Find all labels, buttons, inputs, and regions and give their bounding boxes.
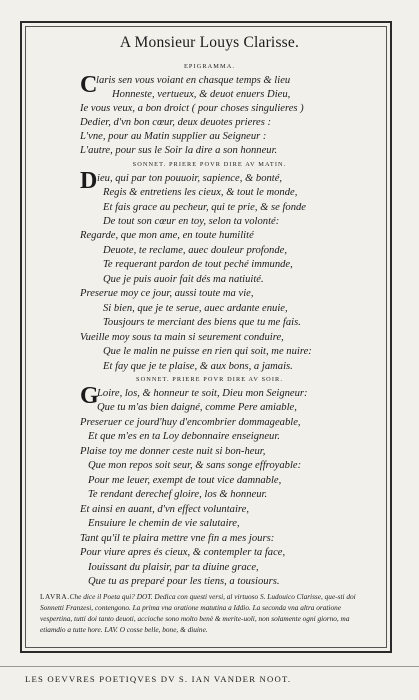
morning-line: Si bien, que je te serue, auec ardante enuie, [103, 303, 288, 314]
footer-rule [0, 666, 419, 667]
epigram-dropcap: C [80, 72, 98, 98]
evening-line: Et que m'es en ta Loy debonnaire enseigneur. [88, 431, 280, 442]
evening-line: Tant qu'il te plaira mettre vne fin a mes jours: [80, 533, 275, 544]
morning-line: Et fais grace au pecheur, qui te prie, & se fonde [103, 202, 307, 213]
evening-line: Que tu m'as bien daigné, comme Pere amiable, [97, 402, 297, 413]
morning-line: Et fay que je te plaise, & aux bons, a jamais. [103, 361, 293, 372]
epigram-line: Honneste, vertueux, & deuot enuers Dieu, [112, 89, 291, 100]
evening-sonnet-heading: SONNET. PRIERE POVR DIRE AV SOIR. [135, 376, 284, 383]
morning-line: Te requerant pardon de tout peché immunde, [103, 259, 293, 270]
evening-line: Pour me leuer, exempt de tout vice damnable, [88, 475, 282, 486]
evening-line: Loire, los, & honneur te soit, Dieu mon Seigneur: [97, 388, 308, 399]
running-footer: LES OEVVRES POETIQVES DV S. IAN VANDER NOOT. [25, 674, 292, 684]
morning-line: De tout son cœur en toy, selon ta volonté: [103, 216, 280, 227]
epigram-line: L'vne, pour au Matin supplier au Seigneur : [80, 131, 267, 142]
epigram-line: L'autre, pour sus le Soir la dire a son honneur. [80, 145, 278, 156]
morning-line: Preserue moy ce jour, aussi toute ma vie, [80, 288, 254, 299]
epigram-line: Dedier, d'vn bon cœur, deux deuotes prieres : [80, 117, 272, 128]
morning-line: Regis & entretiens les cieux, & tout le monde, [103, 187, 298, 198]
evening-line: Pour viure apres és cieux, & contempler ta face, [80, 547, 286, 558]
evening-line: Plaise toy me donner ceste nuit si bon-heur, [80, 446, 266, 457]
evening-line: Et ainsi en auant, d'vn effect voluntaire, [80, 504, 249, 515]
morning-line: Deuote, te reclame, auec douleur profonde, [103, 245, 287, 256]
morning-dropcap: D [80, 168, 98, 194]
morning-line: Regarde, que mon ame, en toute humilité [80, 230, 254, 241]
evening-line: Iouissant du plaisir, par ta diuine grace, [88, 562, 259, 573]
note-speaker: LAVRA. [40, 592, 70, 601]
evening-dropcap: G [80, 383, 99, 409]
morning-line: Que je puis auoir fait dés ma natiuité. [103, 274, 264, 285]
note-text: Che dice il Poeta qui? DOT. Dedica con questi versi, al virtuoso S. Ludouico Clarisse, que-sti doi Sonnetti Franzesi, contengono. La prima vna oratione matutina a Iddio. La seconda vna altra oratione vespertina, tutti doi tanto deuoti, accioche sono molto benè & merite-uoli, non solamente ogni giorno, ma etiamdio a tutte hore. LAV. O cosse belle, bone, & diuine. [40, 592, 356, 634]
evening-line: Que mon repos soit seur, & sans songe effroyable: [88, 460, 302, 471]
page-title: A Monsieur Louys Clarisse. [119, 34, 300, 51]
morning-line: Tousjours te merciant des biens que tu me fais. [103, 317, 301, 328]
morning-line: ieu, qui par ton pouuoir, sapience, & bonté, [97, 173, 283, 184]
evening-line: Que tu as preparé pour les tiens, a tousiours. [88, 576, 280, 587]
evening-line: Preseruer ce jourd'huy d'encombrier dommageable, [80, 417, 301, 428]
morning-sonnet-heading: SONNET. PRIERE POVR DIRE AV MATIN. [132, 161, 287, 168]
morning-line: Que le malin ne puisse en rien qui soit, me nuire: [103, 346, 312, 357]
dialogue-note [40, 591, 375, 635]
epigram-heading: EPIGRAMMA. [183, 63, 236, 70]
evening-line: Te rendant derechef gloire, los & honneur. [88, 489, 268, 500]
epigram-line: laris sen vous voiant en chasque temps & lieu [96, 75, 291, 86]
morning-line: Vueille moy sous ta main si seurement conduire, [80, 332, 284, 343]
evening-line: Ensuiure le chemin de vie salutaire, [88, 518, 240, 529]
epigram-line: Ie vous veux, a bon droict ( pour choses singulieres ) [80, 103, 304, 114]
